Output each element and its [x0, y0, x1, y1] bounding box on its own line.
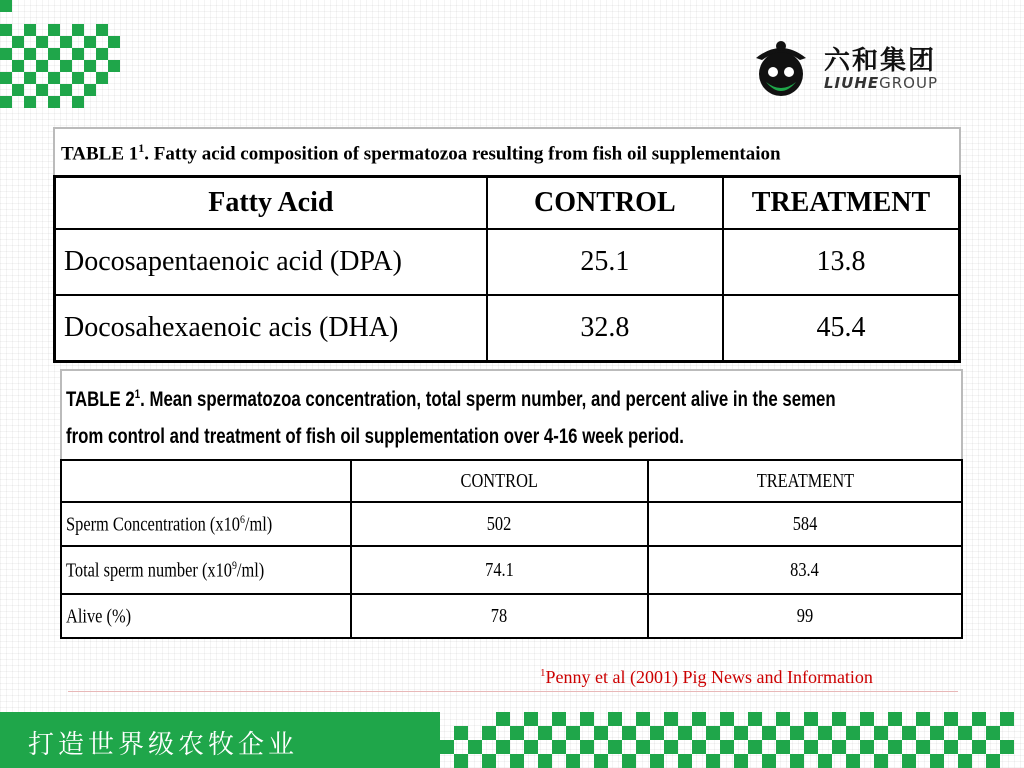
checker-square	[440, 740, 454, 754]
logo-english-rest: GROUP	[879, 74, 939, 92]
checker-square	[454, 726, 468, 740]
table2-header-control-label: CONTROL	[460, 469, 539, 492]
treatment-value-text: 99	[796, 604, 814, 627]
checker-square	[748, 740, 762, 754]
checker-square	[776, 740, 790, 754]
checker-square	[482, 754, 496, 768]
table2-header-blank	[61, 460, 351, 502]
checker-square	[552, 712, 566, 726]
checker-square	[48, 24, 60, 36]
treatment-value-text: 83.4	[790, 558, 820, 581]
checker-square	[692, 712, 706, 726]
table1-control-value: 25.1	[487, 229, 723, 295]
checker-square	[650, 726, 664, 740]
checker-square	[96, 72, 108, 84]
checker-square	[790, 754, 804, 768]
checker-decoration-bottom	[440, 712, 1024, 768]
checker-square	[972, 712, 986, 726]
checker-square	[790, 726, 804, 740]
checker-square	[594, 726, 608, 740]
checker-square	[552, 740, 566, 754]
checker-square	[72, 72, 84, 84]
table-row	[61, 546, 962, 594]
row-label-text: Alive (%)	[66, 605, 132, 628]
table1-header-fatty-acid: Fatty Acid	[55, 177, 487, 230]
checker-square	[678, 754, 692, 768]
checker-square	[720, 712, 734, 726]
row-label-unit: /ml)	[236, 559, 265, 582]
checker-square	[944, 712, 958, 726]
table2-treatment-value	[648, 502, 962, 546]
checker-square	[776, 712, 790, 726]
checker-square	[874, 754, 888, 768]
table1-treatment-value: 13.8	[723, 229, 960, 295]
table2-treatment-value	[648, 546, 962, 594]
checker-square	[36, 36, 48, 48]
table-row	[61, 594, 962, 638]
checker-square	[454, 754, 468, 768]
checker-square	[1000, 740, 1014, 754]
table1-row-label: Docosapentaenoic acid (DPA)	[55, 229, 487, 295]
checker-square	[496, 740, 510, 754]
checker-square	[706, 726, 720, 740]
checker-square	[902, 726, 916, 740]
table2-caption-prefix: TABLE 2	[66, 388, 135, 411]
checker-square	[510, 726, 524, 740]
checker-square	[524, 740, 538, 754]
table-row	[55, 229, 960, 295]
table2-control-value	[351, 502, 648, 546]
control-value-text: 502	[487, 512, 512, 535]
footer-divider	[68, 691, 958, 692]
table2-control-value	[351, 546, 648, 594]
treatment-value-text: 584	[792, 512, 818, 535]
checker-square	[96, 48, 108, 60]
checker-square	[580, 712, 594, 726]
table2-treatment-value	[648, 594, 962, 638]
checker-square	[0, 72, 12, 84]
checker-square	[832, 740, 846, 754]
checker-square	[72, 48, 84, 60]
table2-caption-line2: from control and treatment of fish oil supplementation over 4-16 week period.	[66, 425, 684, 448]
checker-square	[832, 712, 846, 726]
table2-caption-box	[60, 369, 963, 459]
footnote	[540, 667, 873, 688]
checker-square	[888, 712, 902, 726]
checker-square	[48, 48, 60, 60]
row-label-unit: /ml)	[244, 513, 273, 536]
checker-square	[12, 36, 24, 48]
table2-row-label	[61, 502, 351, 546]
table2-header-treatment	[648, 460, 962, 502]
slogan-text: 打造世界级农牧企业	[28, 730, 299, 760]
row-label-text: Total sperm number (x10	[66, 559, 233, 582]
checker-square	[1000, 712, 1014, 726]
table2-control-value	[351, 594, 648, 638]
checker-square	[804, 712, 818, 726]
checker-square	[84, 36, 96, 48]
checker-square	[482, 726, 496, 740]
table2-header-row	[61, 460, 962, 502]
checker-square	[84, 84, 96, 96]
table2-row-label	[61, 594, 351, 638]
checker-square	[944, 740, 958, 754]
logo-chinese-name: 六和集团	[824, 46, 937, 76]
checker-square	[734, 726, 748, 740]
checker-square	[762, 754, 776, 768]
bottom-banner	[0, 712, 1024, 768]
slogan-band	[0, 712, 440, 768]
table1-treatment-value: 45.4	[723, 295, 960, 362]
checker-square	[496, 712, 510, 726]
checker-square	[580, 740, 594, 754]
footnote-sup: 1	[540, 667, 546, 679]
checker-square	[888, 740, 902, 754]
checker-square	[108, 60, 120, 72]
liuhe-mascot-icon	[748, 36, 814, 100]
checker-square	[860, 740, 874, 754]
checker-square	[664, 712, 678, 726]
table-row	[55, 295, 960, 362]
checker-square	[24, 24, 36, 36]
checker-square	[48, 96, 60, 108]
checker-square	[874, 726, 888, 740]
checker-square	[762, 726, 776, 740]
checker-decoration-top-left	[0, 0, 130, 110]
checker-square	[594, 754, 608, 768]
checker-square	[636, 740, 650, 754]
checker-square	[566, 726, 580, 740]
table1-header-control: CONTROL	[487, 177, 723, 230]
table2-caption-sup: 1	[134, 387, 141, 401]
checker-square	[664, 740, 678, 754]
checker-square	[48, 72, 60, 84]
table1-caption	[61, 141, 781, 165]
table1-caption-box	[53, 127, 961, 175]
row-label-sup: 6	[239, 511, 245, 526]
checker-square	[720, 740, 734, 754]
checker-square	[706, 754, 720, 768]
checker-square	[916, 712, 930, 726]
checker-square	[734, 754, 748, 768]
checker-square	[622, 726, 636, 740]
checker-square	[96, 24, 108, 36]
checker-square	[0, 96, 12, 108]
table1-header-row	[55, 177, 960, 230]
logo-english-name	[824, 74, 938, 92]
checker-square	[846, 754, 860, 768]
table1-header-treatment: TREATMENT	[723, 177, 960, 230]
checker-square	[0, 0, 12, 12]
table2-caption-line1	[66, 387, 836, 412]
sperm-metrics-table	[60, 459, 963, 639]
checker-square	[958, 754, 972, 768]
checker-square	[902, 754, 916, 768]
checker-square	[636, 712, 650, 726]
checker-square	[860, 712, 874, 726]
checker-square	[930, 754, 944, 768]
checker-square	[468, 740, 482, 754]
checker-square	[108, 36, 120, 48]
row-label-sup: 9	[232, 557, 237, 572]
checker-square	[0, 24, 12, 36]
table1-caption-text: . Fatty acid composition of spermatozoa resulting from fish oil supplementaion	[144, 143, 781, 165]
checker-square	[60, 36, 72, 48]
checker-square	[678, 726, 692, 740]
checker-square	[804, 740, 818, 754]
checker-square	[622, 754, 636, 768]
checker-square	[846, 726, 860, 740]
table2-caption-text: . Mean spermatozoa concentration, total sperm number, and percent alive in the semen	[140, 388, 836, 411]
table2-header-treatment-label: TREATMENT	[756, 469, 854, 492]
table-row	[61, 502, 962, 546]
checker-square	[36, 84, 48, 96]
company-logo	[748, 36, 978, 100]
checker-square	[692, 740, 706, 754]
table2-header-control	[351, 460, 648, 502]
table1-caption-prefix: TABLE 1	[61, 143, 139, 165]
checker-square	[0, 48, 12, 60]
footnote-text: Penny et al (2001) Pig News and Information	[545, 667, 873, 687]
checker-square	[986, 726, 1000, 740]
checker-square	[12, 60, 24, 72]
checker-square	[60, 84, 72, 96]
checker-square	[972, 740, 986, 754]
checker-square	[608, 712, 622, 726]
checker-square	[958, 726, 972, 740]
checker-square	[12, 84, 24, 96]
table1-row-label: Docosahexaenoic acis (DHA)	[55, 295, 487, 362]
checker-square	[510, 754, 524, 768]
checker-square	[930, 726, 944, 740]
checker-square	[986, 754, 1000, 768]
checker-square	[818, 726, 832, 740]
checker-square	[24, 48, 36, 60]
checker-square	[538, 754, 552, 768]
checker-square	[24, 96, 36, 108]
checker-square	[650, 754, 664, 768]
table2-row-label	[61, 546, 351, 594]
checker-square	[36, 60, 48, 72]
checker-square	[566, 754, 580, 768]
checker-square	[818, 754, 832, 768]
row-label-text: Sperm Concentration (x10	[66, 513, 240, 536]
checker-square	[524, 712, 538, 726]
checker-square	[748, 712, 762, 726]
checker-square	[60, 60, 72, 72]
logo-english-bold: LIUHE	[824, 74, 880, 92]
checker-square	[72, 24, 84, 36]
checker-square	[72, 96, 84, 108]
checker-square	[84, 60, 96, 72]
table1-control-value: 32.8	[487, 295, 723, 362]
control-value-text: 74.1	[485, 558, 514, 581]
checker-square	[538, 726, 552, 740]
table1-caption-sup: 1	[138, 141, 145, 155]
checker-square	[608, 740, 622, 754]
checker-square	[24, 72, 36, 84]
fatty-acid-table	[53, 175, 961, 363]
control-value-text: 78	[491, 604, 508, 627]
checker-square	[916, 740, 930, 754]
